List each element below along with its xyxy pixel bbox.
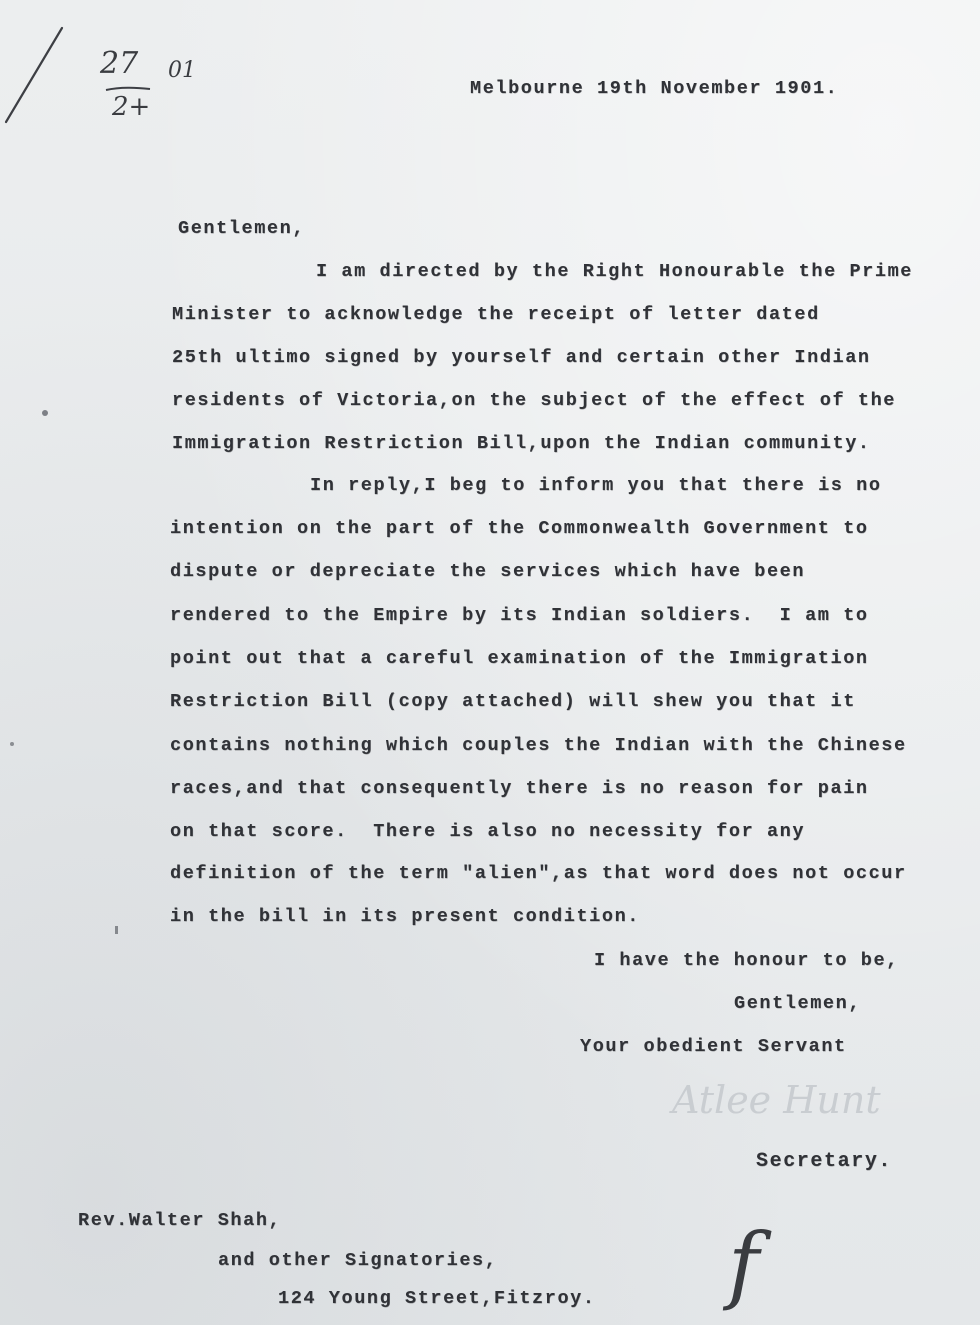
paragraph-2-line: races,and that consequently there is no reason for pain (170, 778, 869, 799)
closing-line-3: Your obedient Servant (580, 1036, 847, 1057)
paragraph-2-line: rendered to the Empire by its Indian soldiers. I am to (170, 605, 869, 626)
secretary-title: Secretary. (756, 1150, 893, 1173)
paragraph-1-line: 25th ultimo signed by yourself and certain other Indian (172, 347, 871, 368)
date-line: Melbourne 19th November 1901. (470, 78, 839, 99)
paragraph-2-line: intention on the part of the Commonwealth Government to (170, 518, 869, 539)
margin-slash-mark (0, 20, 80, 130)
paragraph-2-line: Restriction Bill (copy attached) will shew you that it (170, 691, 856, 712)
paper-speck (42, 410, 48, 416)
paragraph-2-line: dispute or depreciate the services which have been (170, 561, 806, 582)
paragraph-2-line: contains nothing which couples the Indian with the Chinese (170, 735, 907, 756)
margin-note-top: 27 (100, 46, 139, 81)
paragraph-2-line: on that score. There is also no necessity for any (170, 821, 806, 842)
paper-speck (10, 742, 14, 746)
paper-speck (115, 926, 118, 934)
salutation: Gentlemen, (178, 218, 306, 239)
paragraph-1-line: Minister to acknowledge the receipt of letter dated (172, 304, 820, 325)
paragraph-2-line: in the bill in its present condition. (170, 906, 640, 927)
closing-line-1: I have the honour to be, (594, 950, 899, 971)
addressee-line-1: Rev.Walter Shah, (78, 1210, 282, 1231)
paragraph-2-line: definition of the term "alien",as that word does not occur (170, 863, 907, 884)
signature-faint: Atlee Hunt (672, 1078, 881, 1122)
initial-mark: f (728, 1215, 760, 1313)
addressee-line-2: and other Signatories, (218, 1250, 498, 1271)
paragraph-2-line: In reply,I beg to inform you that there is no (310, 475, 882, 496)
paragraph-2-line: point out that a careful examination of the Immigration (170, 648, 869, 669)
paragraph-1-line: I am directed by the Right Honourable the Prime (316, 261, 913, 282)
paragraph-1-line: residents of Victoria,on the subject of the effect of the (172, 390, 897, 411)
addressee-line-3: 124 Young Street,Fitzroy. (278, 1288, 596, 1309)
margin-note-side: 01 (168, 58, 196, 83)
closing-line-2: Gentlemen, (734, 993, 862, 1014)
paragraph-1-line: Immigration Restriction Bill,upon the Indian community. (172, 433, 871, 454)
margin-note-bottom: 2+ (112, 92, 151, 122)
